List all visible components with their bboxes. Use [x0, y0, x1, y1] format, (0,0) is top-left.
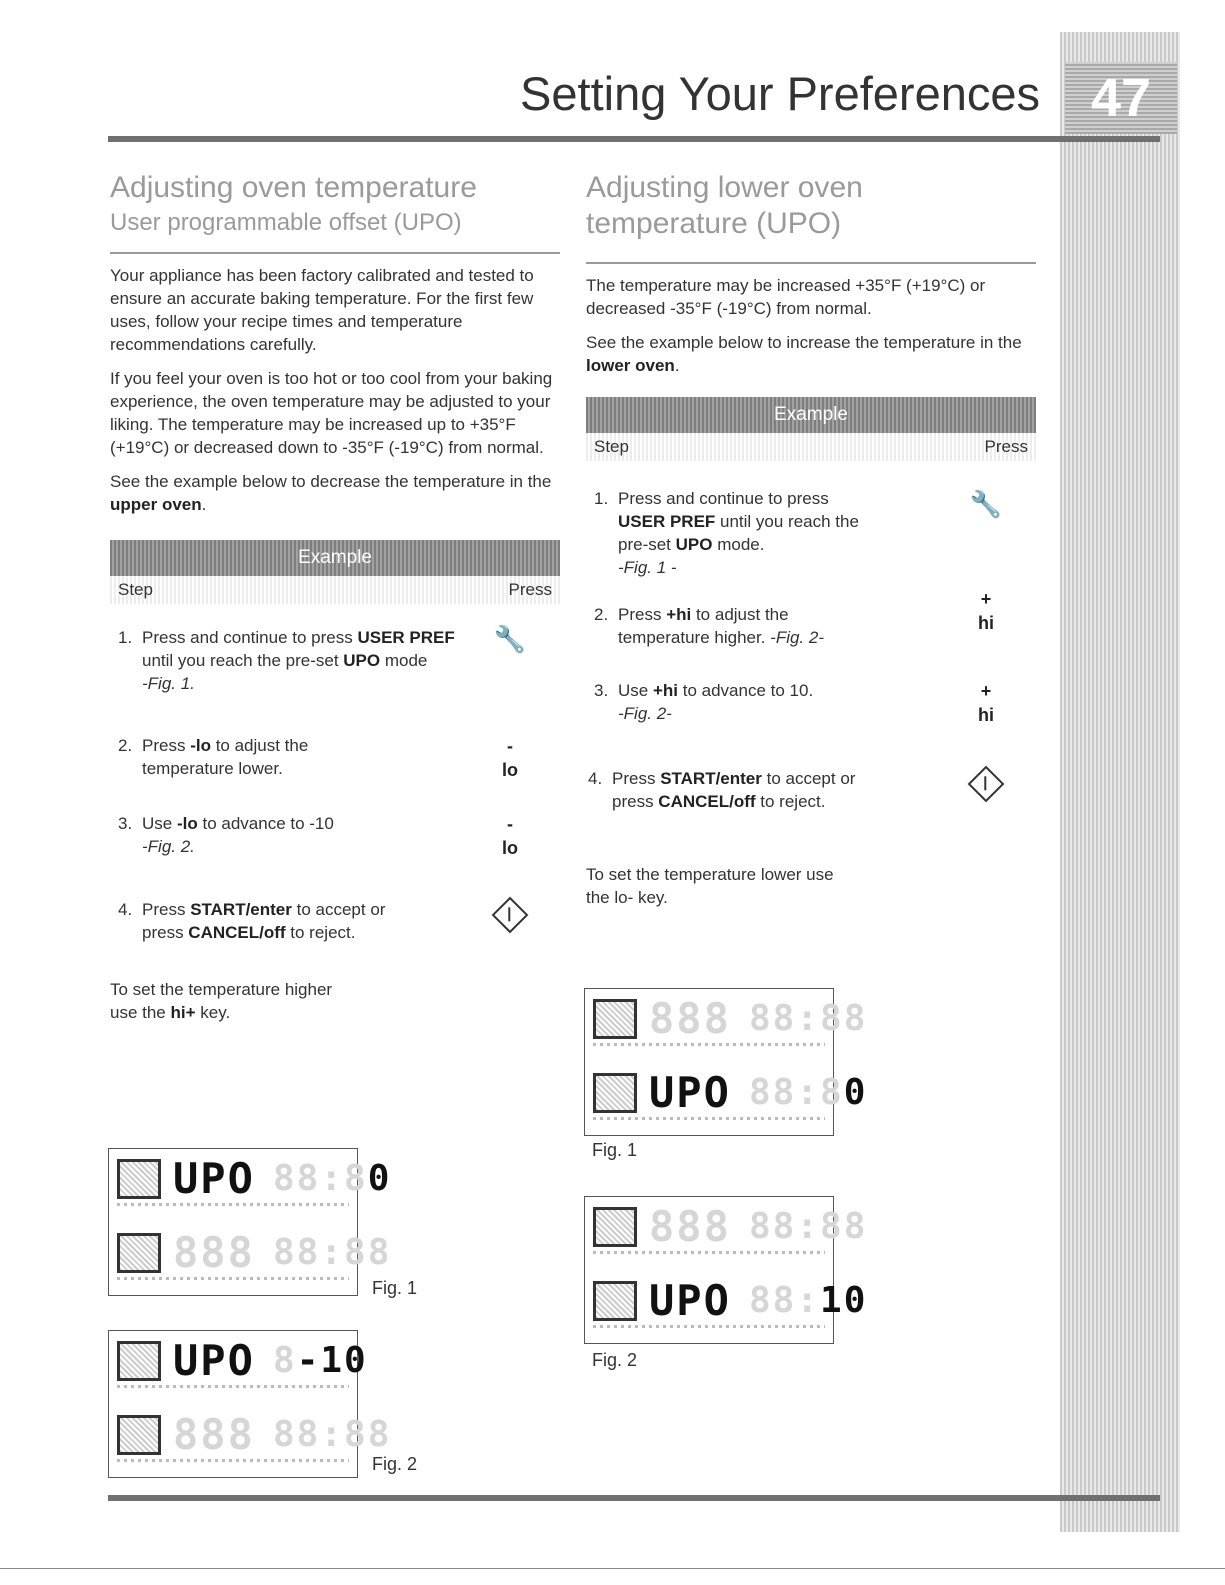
display-row-lower: 888 88:88 — [117, 1227, 349, 1289]
fan-icon — [593, 1073, 637, 1113]
right-step-3: 3. Use +hi to advance to 10. -Fig. 2- + hi — [586, 679, 1036, 767]
display-row-upper: UPO 88:80 — [117, 1153, 349, 1215]
side-strip — [1060, 32, 1180, 1532]
display-row-lower: UPO 88:10 — [593, 1275, 825, 1337]
left-step-3: 3. Use -lo to advance to -10 -Fig. 2. - lo — [110, 812, 560, 898]
display-row-lower: 888 88:88 — [117, 1409, 349, 1471]
left-heading: Adjusting oven temperature — [110, 171, 477, 204]
left-step-1: 1. Press and continue to press USER PREF until you reach the pre-set UPO mode -Fig. 1. 🔧 — [110, 626, 560, 734]
right-para1: The temperature may be increased +35°F (+19°C) or decreased -35°F (-19°C) from normal. — [586, 276, 986, 318]
left-fig2-display — [108, 1330, 392, 1478]
fan-icon — [593, 1207, 637, 1247]
lo-key-icon: - lo — [502, 736, 518, 780]
left-para3: See the example below to decrease the temperature in the upper oven. — [110, 472, 552, 514]
left-step-2: 2. Press -lo to adjust the temperature lower. - lo — [110, 734, 560, 812]
left-column — [110, 170, 560, 1035]
hi-key-icon: + hi — [978, 681, 994, 725]
right-para2: See the example below to increase the temperature in the lower oven. — [586, 333, 1022, 375]
bottom-rule — [108, 1495, 1160, 1501]
press-header: Press — [984, 437, 1028, 456]
left-fig2-label: Fig. 2 — [372, 1454, 418, 1474]
right-fig2-label: Fig. 2 — [592, 1350, 638, 1370]
fan-icon — [117, 1159, 161, 1199]
example-bar: Example — [110, 540, 560, 576]
right-fig1-display — [584, 988, 868, 1136]
start-diamond-icon — [480, 898, 540, 928]
right-fig2-display — [584, 1196, 868, 1344]
right-column — [586, 170, 1036, 920]
right-note: To set the temperature lower use the lo- key. — [586, 865, 834, 907]
page-number: 47 — [1065, 62, 1177, 134]
left-step-4: 4. Press START/enter to accept or press CANCEL/off to reject. — [110, 898, 560, 978]
right-step-2: 2. Press +hi to adjust the temperature higher. -Fig. 2- + hi — [586, 603, 1036, 679]
press-header: Press — [508, 580, 552, 599]
left-fig1-label: Fig. 1 — [372, 1278, 418, 1298]
left-note: To set the temperature higher use the hi+ key. — [110, 980, 333, 1022]
top-rule — [108, 136, 1160, 142]
start-diamond-icon — [956, 767, 1016, 797]
wrench-icon: 🔧 — [969, 489, 1003, 519]
step-press-header — [110, 576, 560, 604]
left-para2: If you feel your oven is too hot or too cool from your baking experience, the oven temperature may be adjusted to your liking. The temperature may be increased up to +35°F (+19°C) or decreased down to -35°F (-19°C) from normal. — [110, 369, 553, 457]
right-step-4: 4. Press START/enter to accept or press CANCEL/off to reject. — [586, 767, 1036, 863]
left-subheading: User programmable offset (UPO) — [110, 209, 462, 236]
page-title: Setting Your Preferences — [520, 67, 1040, 120]
right-fig1-label: Fig. 1 — [592, 1140, 638, 1160]
fan-icon — [117, 1415, 161, 1455]
step-press-header — [586, 433, 1036, 461]
lo-key-icon: - lo — [502, 814, 518, 858]
left-example-table — [110, 540, 560, 604]
left-steps — [110, 626, 560, 1024]
page-edge-line — [0, 1568, 1225, 1569]
left-para1: Your appliance has been factory calibrated and tested to ensure an accurate baking temperature. For the first few uses, follow your recipe times and temperature recommendations carefully. — [110, 266, 534, 354]
right-step-1: 1. Press and continue to press USER PREF until you reach the pre-set UPO mode. -Fig. 1 - 🔧 — [586, 487, 1036, 603]
wrench-icon: 🔧 — [493, 624, 527, 654]
step-header: Step — [594, 437, 629, 456]
hi-key-icon: + hi — [978, 589, 994, 633]
step-header: Step — [118, 580, 153, 599]
right-example-table — [586, 397, 1036, 461]
heading-rule — [110, 252, 560, 254]
display-row-upper: 888 88:88 — [593, 1201, 825, 1263]
right-heading-line2: temperature (UPO) — [586, 207, 842, 240]
display-row-lower: UPO 88:80 — [593, 1067, 825, 1129]
fan-icon — [593, 1281, 637, 1321]
fan-icon — [117, 1233, 161, 1273]
left-fig1-display — [108, 1148, 392, 1296]
heading-rule — [586, 262, 1036, 264]
display-row-upper: UPO 8-10 — [117, 1335, 349, 1397]
display-row-upper: 888 88:88 — [593, 993, 825, 1055]
fan-icon — [117, 1341, 161, 1381]
fan-icon — [593, 999, 637, 1039]
right-steps — [586, 487, 1036, 909]
example-bar: Example — [586, 397, 1036, 433]
right-heading-line1: Adjusting lower oven — [586, 171, 863, 204]
